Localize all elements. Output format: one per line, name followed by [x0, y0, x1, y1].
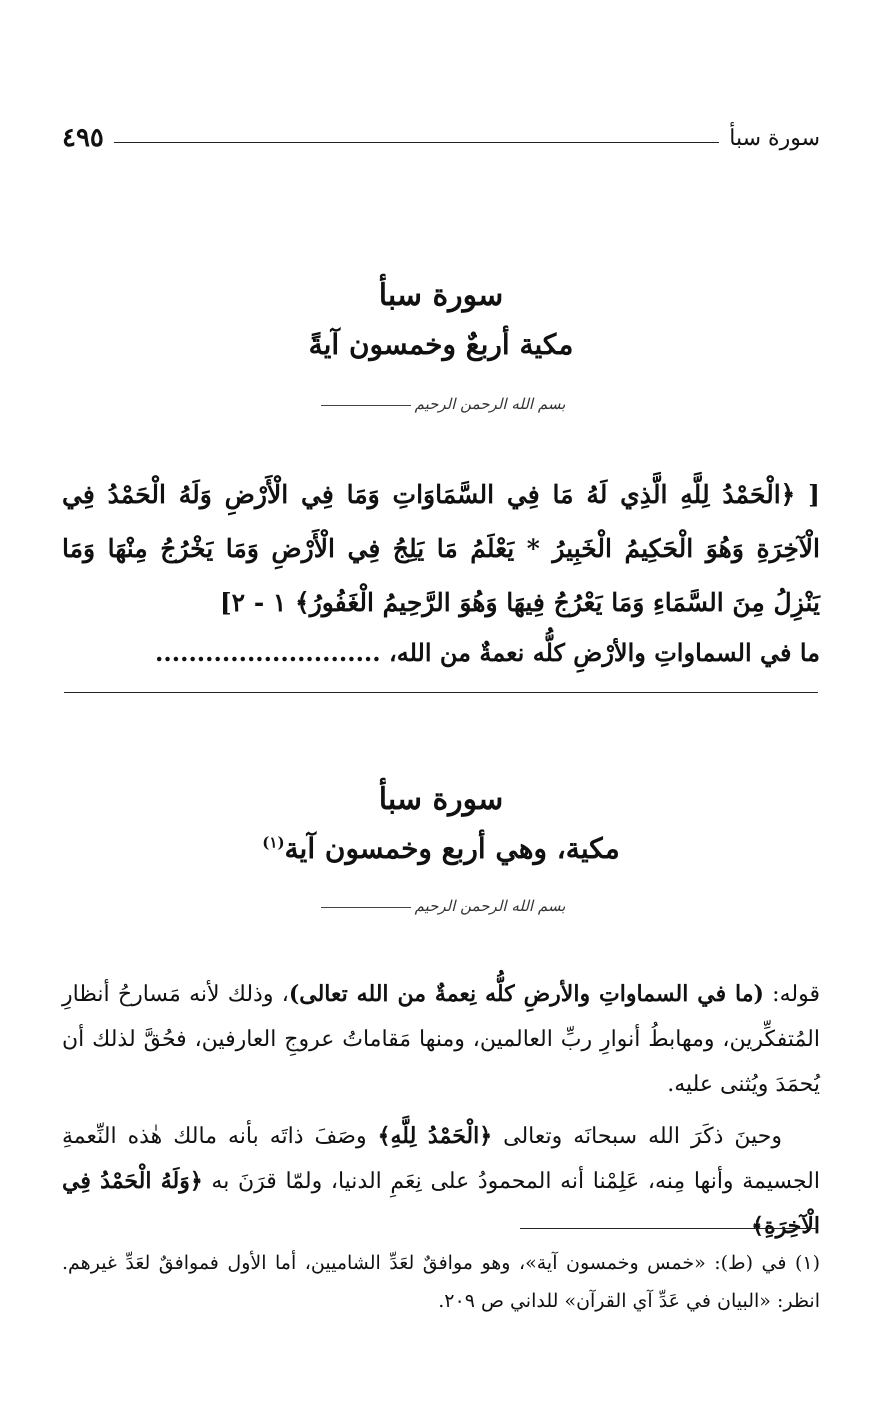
page-number: ٤٩٥ [62, 123, 104, 153]
section2-subtitle: مكية، وهي أربع وخمسون آية [284, 832, 620, 865]
section1-subheading [62, 328, 820, 361]
basmala-calligraphy [317, 897, 566, 915]
footnote: (١) في (ط): «خمس وخمسون آية»، وهو موافقٌ لعَدِّ الشاميين، أما الأول فموافقٌ لعَدِّ غيرهم. انظر: «البيان في عَدِّ آي القرآن» للداني ص ٢٠٩. [62, 1252, 820, 1312]
basmala-stroke [321, 907, 411, 908]
footnote-reference[interactable]: (١) [262, 833, 285, 852]
para2-part-b: وصَفَ ذاتَه بأنه مالك هٰذه النِّعمةِ الجسيمة وأنها مِنه، عَلِمْنا أنه المحمودُ على نِعَمِ الدنيا، ولمّا قرَنَ به [62, 1124, 820, 1194]
para1-lead: قوله: [763, 982, 820, 1007]
basmala-calligraphy [317, 395, 566, 413]
section2-subheading [62, 832, 820, 865]
para1-quote: (ما في السماواتِ والأرضِ كلُّه نِعمةٌ من الله تعالى) [288, 981, 764, 1007]
section2-heading [62, 782, 820, 817]
footnote-rule [520, 1228, 818, 1229]
quran-verse: [ ﴿الْحَمْدُ لِلَّهِ الَّذِي لَهُ مَا فِي السَّمَاوَاتِ وَمَا فِي الْأَرْضِ وَلَهُ الْحَمْدُ فِي الْآخِرَةِ وَهُوَ الْحَكِيمُ الْخَبِيرُ * يَعْلَمُ مَا يَلِجُ فِي الْأَرْضِ وَمَا يَخْرُجُ مِنْهَا وَمَا يَنْزِلُ مِنَ السَّمَاءِ وَمَا يَعْرُجُ فِيهَا وَهُوَ الرَّحِيمُ الْغَفُورُ﴾ ١ - ٢] [62, 480, 820, 617]
section1-basmala [62, 394, 820, 413]
section1-summary: ما في السماواتِ والأرْضِ كلُّه نعمةٌ من الله، ........................... [155, 638, 820, 667]
para2-quote-2: ﴿وَلَهُ الْحَمْدُ فِي الْآخِرَةِ﴾ [62, 1168, 820, 1239]
basmala-text: بسم الله الرحمن الرحيم [414, 897, 566, 915]
basmala-stroke [321, 405, 411, 406]
running-header [62, 118, 820, 158]
section-divider [64, 692, 818, 693]
commentary-paragraph-1 [62, 972, 820, 1107]
basmala-text: بسم الله الرحمن الرحيم [414, 395, 566, 413]
section1-heading [62, 278, 820, 313]
section1-title: سورة سبأ [378, 278, 504, 313]
section2-title: سورة سبأ [378, 782, 504, 817]
para2-quote-1: ﴿الْحَمْدُ لِلَّهِ﴾ [377, 1123, 493, 1149]
header-rule [114, 142, 719, 143]
running-title: سورة سبأ [729, 125, 820, 151]
para1-body: ، وذلك لأنه مَسارحُ أنظارِ المُتفكِّرين، ومهابطُ أنوارِ ربِّ العالمين، ومنها مَقاماتُ عروجِ العارفين، فحُقَّ لذلك أن يُحمَدَ ويُثنى عليه. [62, 982, 820, 1097]
section2-basmala [62, 896, 820, 915]
section2-subtitle-wrap [62, 832, 820, 865]
para2-part-a: وحينَ ذكَرَ الله سبحانَه وتعالى [492, 1124, 782, 1149]
section1-subtitle: مكية أربعٌ وخمسون آيةً [308, 328, 574, 361]
